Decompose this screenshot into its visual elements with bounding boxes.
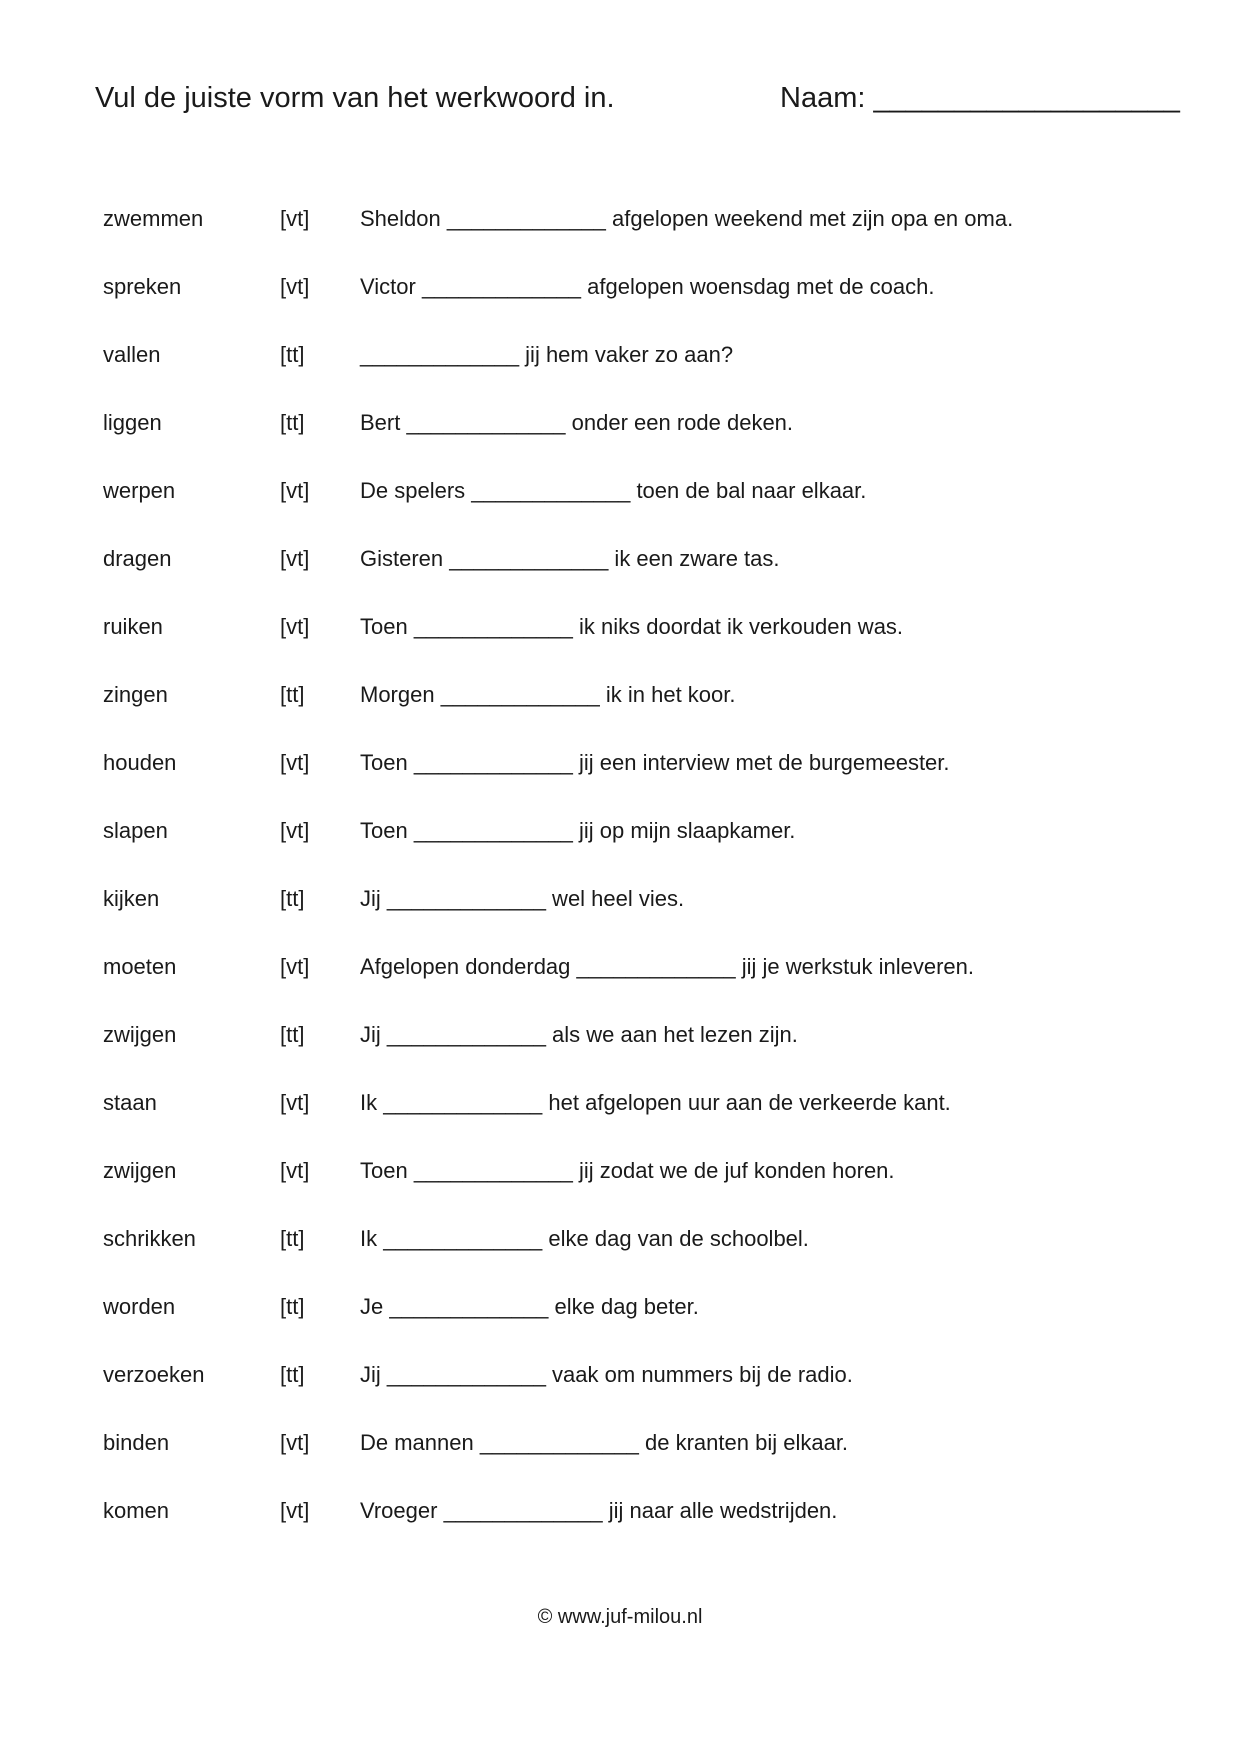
verb-infinitive: verzoeken xyxy=(103,1362,205,1387)
exercise-row xyxy=(0,1362,1240,1398)
verb-infinitive: ruiken xyxy=(103,614,163,639)
tense-tag: [vt] xyxy=(280,1430,310,1455)
tense-tag: [vt] xyxy=(280,954,310,979)
verb-infinitive: dragen xyxy=(103,546,172,571)
exercise-sentence[interactable]: Gisteren _____________ ik een zware tas. xyxy=(360,546,780,571)
verb-infinitive: komen xyxy=(103,1498,170,1523)
exercise-row xyxy=(0,1498,1240,1534)
tense-tag: [vt] xyxy=(280,1090,310,1115)
tense-tag: [tt] xyxy=(280,410,305,435)
verb-infinitive: worden xyxy=(103,1294,176,1319)
exercise-sentence[interactable]: Ik _____________ elke dag van de schoolbel. xyxy=(360,1226,809,1251)
exercise-sentence[interactable]: Jij _____________ als we aan het lezen zijn. xyxy=(360,1022,798,1047)
tense-tag: [tt] xyxy=(280,1362,305,1387)
exercise-sentence[interactable]: De spelers _____________ toen de bal naar elkaar. xyxy=(360,478,867,503)
verb-infinitive: zwijgen xyxy=(103,1158,177,1183)
exercise-row xyxy=(0,410,1240,446)
exercise-sentence[interactable]: Vroeger _____________ jij naar alle wedstrijden. xyxy=(360,1498,838,1523)
tense-tag: [tt] xyxy=(280,342,305,367)
exercise-sentence[interactable]: De mannen _____________ de kranten bij elkaar. xyxy=(360,1430,849,1455)
exercise-sentence[interactable]: _____________ jij hem vaker zo aan? xyxy=(360,342,734,367)
verb-infinitive: werpen xyxy=(103,478,176,503)
exercise-sentence[interactable]: Bert _____________ onder een rode deken. xyxy=(360,410,794,435)
verb-infinitive: kijken xyxy=(103,886,160,911)
verb-infinitive: zingen xyxy=(103,682,168,707)
verb-infinitive: schrikken xyxy=(103,1226,196,1251)
exercise-sentence[interactable]: Sheldon _____________ afgelopen weekend met zijn opa en oma. xyxy=(360,206,1014,231)
exercise-row xyxy=(0,1430,1240,1466)
exercise-sentence[interactable]: Ik _____________ het afgelopen uur aan de verkeerde kant. xyxy=(360,1090,951,1115)
exercise-row xyxy=(0,342,1240,378)
exercise-sentence[interactable]: Toen _____________ jij zodat we de juf konden horen. xyxy=(360,1158,895,1183)
exercise-sentence[interactable]: Afgelopen donderdag _____________ jij je werkstuk inleveren. xyxy=(360,954,975,979)
exercise-sentence[interactable]: Toen _____________ jij een interview met de burgemeester. xyxy=(360,750,950,775)
tense-tag: [vt] xyxy=(280,1498,310,1523)
verb-infinitive: staan xyxy=(103,1090,157,1115)
verb-infinitive: houden xyxy=(103,750,177,775)
exercise-row xyxy=(0,818,1240,854)
exercise-sentence[interactable]: Toen _____________ ik niks doordat ik verkouden was. xyxy=(360,614,904,639)
exercise-row xyxy=(0,1158,1240,1194)
tense-tag: [vt] xyxy=(280,206,310,231)
verb-infinitive: liggen xyxy=(103,410,162,435)
tense-tag: [vt] xyxy=(280,818,310,843)
tense-tag: [tt] xyxy=(280,1022,305,1047)
exercise-sentence[interactable]: Je _____________ elke dag beter. xyxy=(360,1294,699,1319)
exercise-row xyxy=(0,478,1240,514)
exercise-sentence[interactable]: Victor _____________ afgelopen woensdag met de coach. xyxy=(360,274,935,299)
exercise-sentence[interactable]: Jij _____________ vaak om nummers bij de radio. xyxy=(360,1362,853,1387)
exercise-row xyxy=(0,274,1240,310)
verb-infinitive: binden xyxy=(103,1430,170,1455)
verb-infinitive: vallen xyxy=(103,342,161,367)
verb-infinitive: slapen xyxy=(103,818,168,843)
verb-infinitive: spreken xyxy=(103,274,182,299)
tense-tag: [vt] xyxy=(280,750,310,775)
exercise-row xyxy=(0,1090,1240,1126)
exercise-row xyxy=(0,1022,1240,1058)
tense-tag: [tt] xyxy=(280,1294,305,1319)
exercise-row xyxy=(0,1226,1240,1262)
tense-tag: [tt] xyxy=(280,886,305,911)
exercise-row xyxy=(0,682,1240,718)
exercise-row xyxy=(0,750,1240,786)
tense-tag: [vt] xyxy=(280,1158,310,1183)
verb-infinitive: zwemmen xyxy=(103,206,204,231)
tense-tag: [tt] xyxy=(280,1226,305,1251)
tense-tag: [tt] xyxy=(280,682,305,707)
page-title: Vul de juiste vorm van het werkwoord in. xyxy=(95,82,615,114)
verb-infinitive: moeten xyxy=(103,954,177,979)
exercise-row xyxy=(0,206,1240,242)
verb-infinitive: zwijgen xyxy=(103,1022,177,1047)
name-field[interactable]: Naam: ___________________ xyxy=(780,82,1180,114)
tense-tag: [vt] xyxy=(280,274,310,299)
tense-tag: [vt] xyxy=(280,478,310,503)
tense-tag: [vt] xyxy=(280,614,310,639)
exercise-row xyxy=(0,886,1240,922)
exercise-row xyxy=(0,546,1240,582)
exercise-row xyxy=(0,954,1240,990)
exercise-row xyxy=(0,614,1240,650)
exercise-sentence[interactable]: Morgen _____________ ik in het koor. xyxy=(360,682,736,707)
exercise-sentence[interactable]: Jij _____________ wel heel vies. xyxy=(360,886,685,911)
copyright-footer: © www.juf-milou.nl xyxy=(537,1606,703,1628)
tense-tag: [vt] xyxy=(280,546,310,571)
exercise-row xyxy=(0,1294,1240,1330)
exercise-sentence[interactable]: Toen _____________ jij op mijn slaapkamer. xyxy=(360,818,796,843)
